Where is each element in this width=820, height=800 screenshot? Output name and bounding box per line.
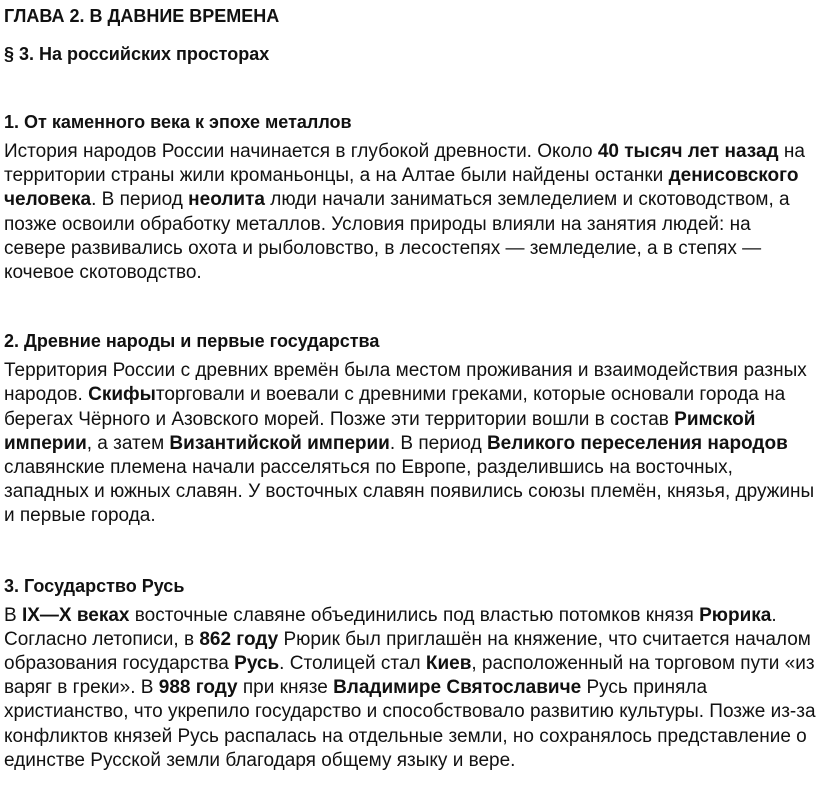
bold-term: Русь xyxy=(234,653,280,675)
subsection-paragraph-2: Территория России с древних времён была местом проживания и взаимодействия разных народов. Скифыторговали и воевали с древними греками, которые основали города на берегах Чёрного и Азовского морей. Позже эти территории вошли в состав Римской империи, а затем Византийской империи. В период Великого переселения народов славянские племена начали расселяться по Европе, разделившись на восточных, западных и южных славян. У восточных славян появились союзы племён, князья, дружины и первые города. xyxy=(4,360,815,527)
subsection-paragraph-3: В IX—X веках восточные славяне объединились под властью потомков князя Рюрика. Согласно летописи, в 862 году Рюрик был приглашён на княжение, что считается началом образования государства Русь. Столицей стал Киев, расположенный на торговом пути «из варяг в греки». В 988 году при князе Владимире Святославиче Русь приняла христианство, что укрепило государство и способствовало развитию культуры. Позже из-за конфликтов князей Русь распалась на отдельные земли, но сохранялось представление о единстве Русской земли благодаря общему языку и вере. xyxy=(4,604,816,771)
bold-term: Римской империи xyxy=(4,408,756,454)
bold-term: 862 году xyxy=(199,628,279,650)
section-spacer xyxy=(4,529,820,574)
bold-term: Киев xyxy=(425,653,472,675)
bold-term: 988 году xyxy=(158,677,238,699)
section-title: § 3. На российских просторах xyxy=(4,44,270,64)
bold-term: денисовского человека xyxy=(4,165,799,211)
bold-term: 40 тысяч лет назад xyxy=(597,141,779,162)
subsection-paragraph-1: История народов России начинается в глубокой древности. Около 40 тысяч лет назад на территории страны жили кроманьонцы, а на Алтае были найдены останки денисовского человека. В период неолита люди начали заниматься земледелием и скотоводством, а позже освоили обработку металлов. Условия природы влияли на занятия людей: на севере развивались охота и рыболовство, в лесостепях — земледелие, а в степях — кочевое скотоводство. xyxy=(4,141,805,284)
bold-term: Великого переселения народов xyxy=(486,432,788,454)
bold-term: неолита xyxy=(188,189,265,211)
bold-term: Владимире Святославиче xyxy=(333,677,582,699)
subsection-title-3: 3. Государство Русь xyxy=(4,575,185,596)
chapter-title: ГЛАВА 2. В ДАВНИЕ ВРЕМЕНА xyxy=(4,6,280,26)
subsection-title-1: 1. От каменного века к эпохе металлов xyxy=(4,112,352,132)
subsection-title-2: 2. Древние народы и первые государства xyxy=(4,331,380,352)
bold-term: IX—X веках xyxy=(21,604,130,626)
section-spacer xyxy=(4,285,820,329)
bold-term: Рюрика xyxy=(699,604,772,626)
bold-term: Скифы xyxy=(88,384,156,406)
bold-term: Византийской империи xyxy=(169,432,390,454)
